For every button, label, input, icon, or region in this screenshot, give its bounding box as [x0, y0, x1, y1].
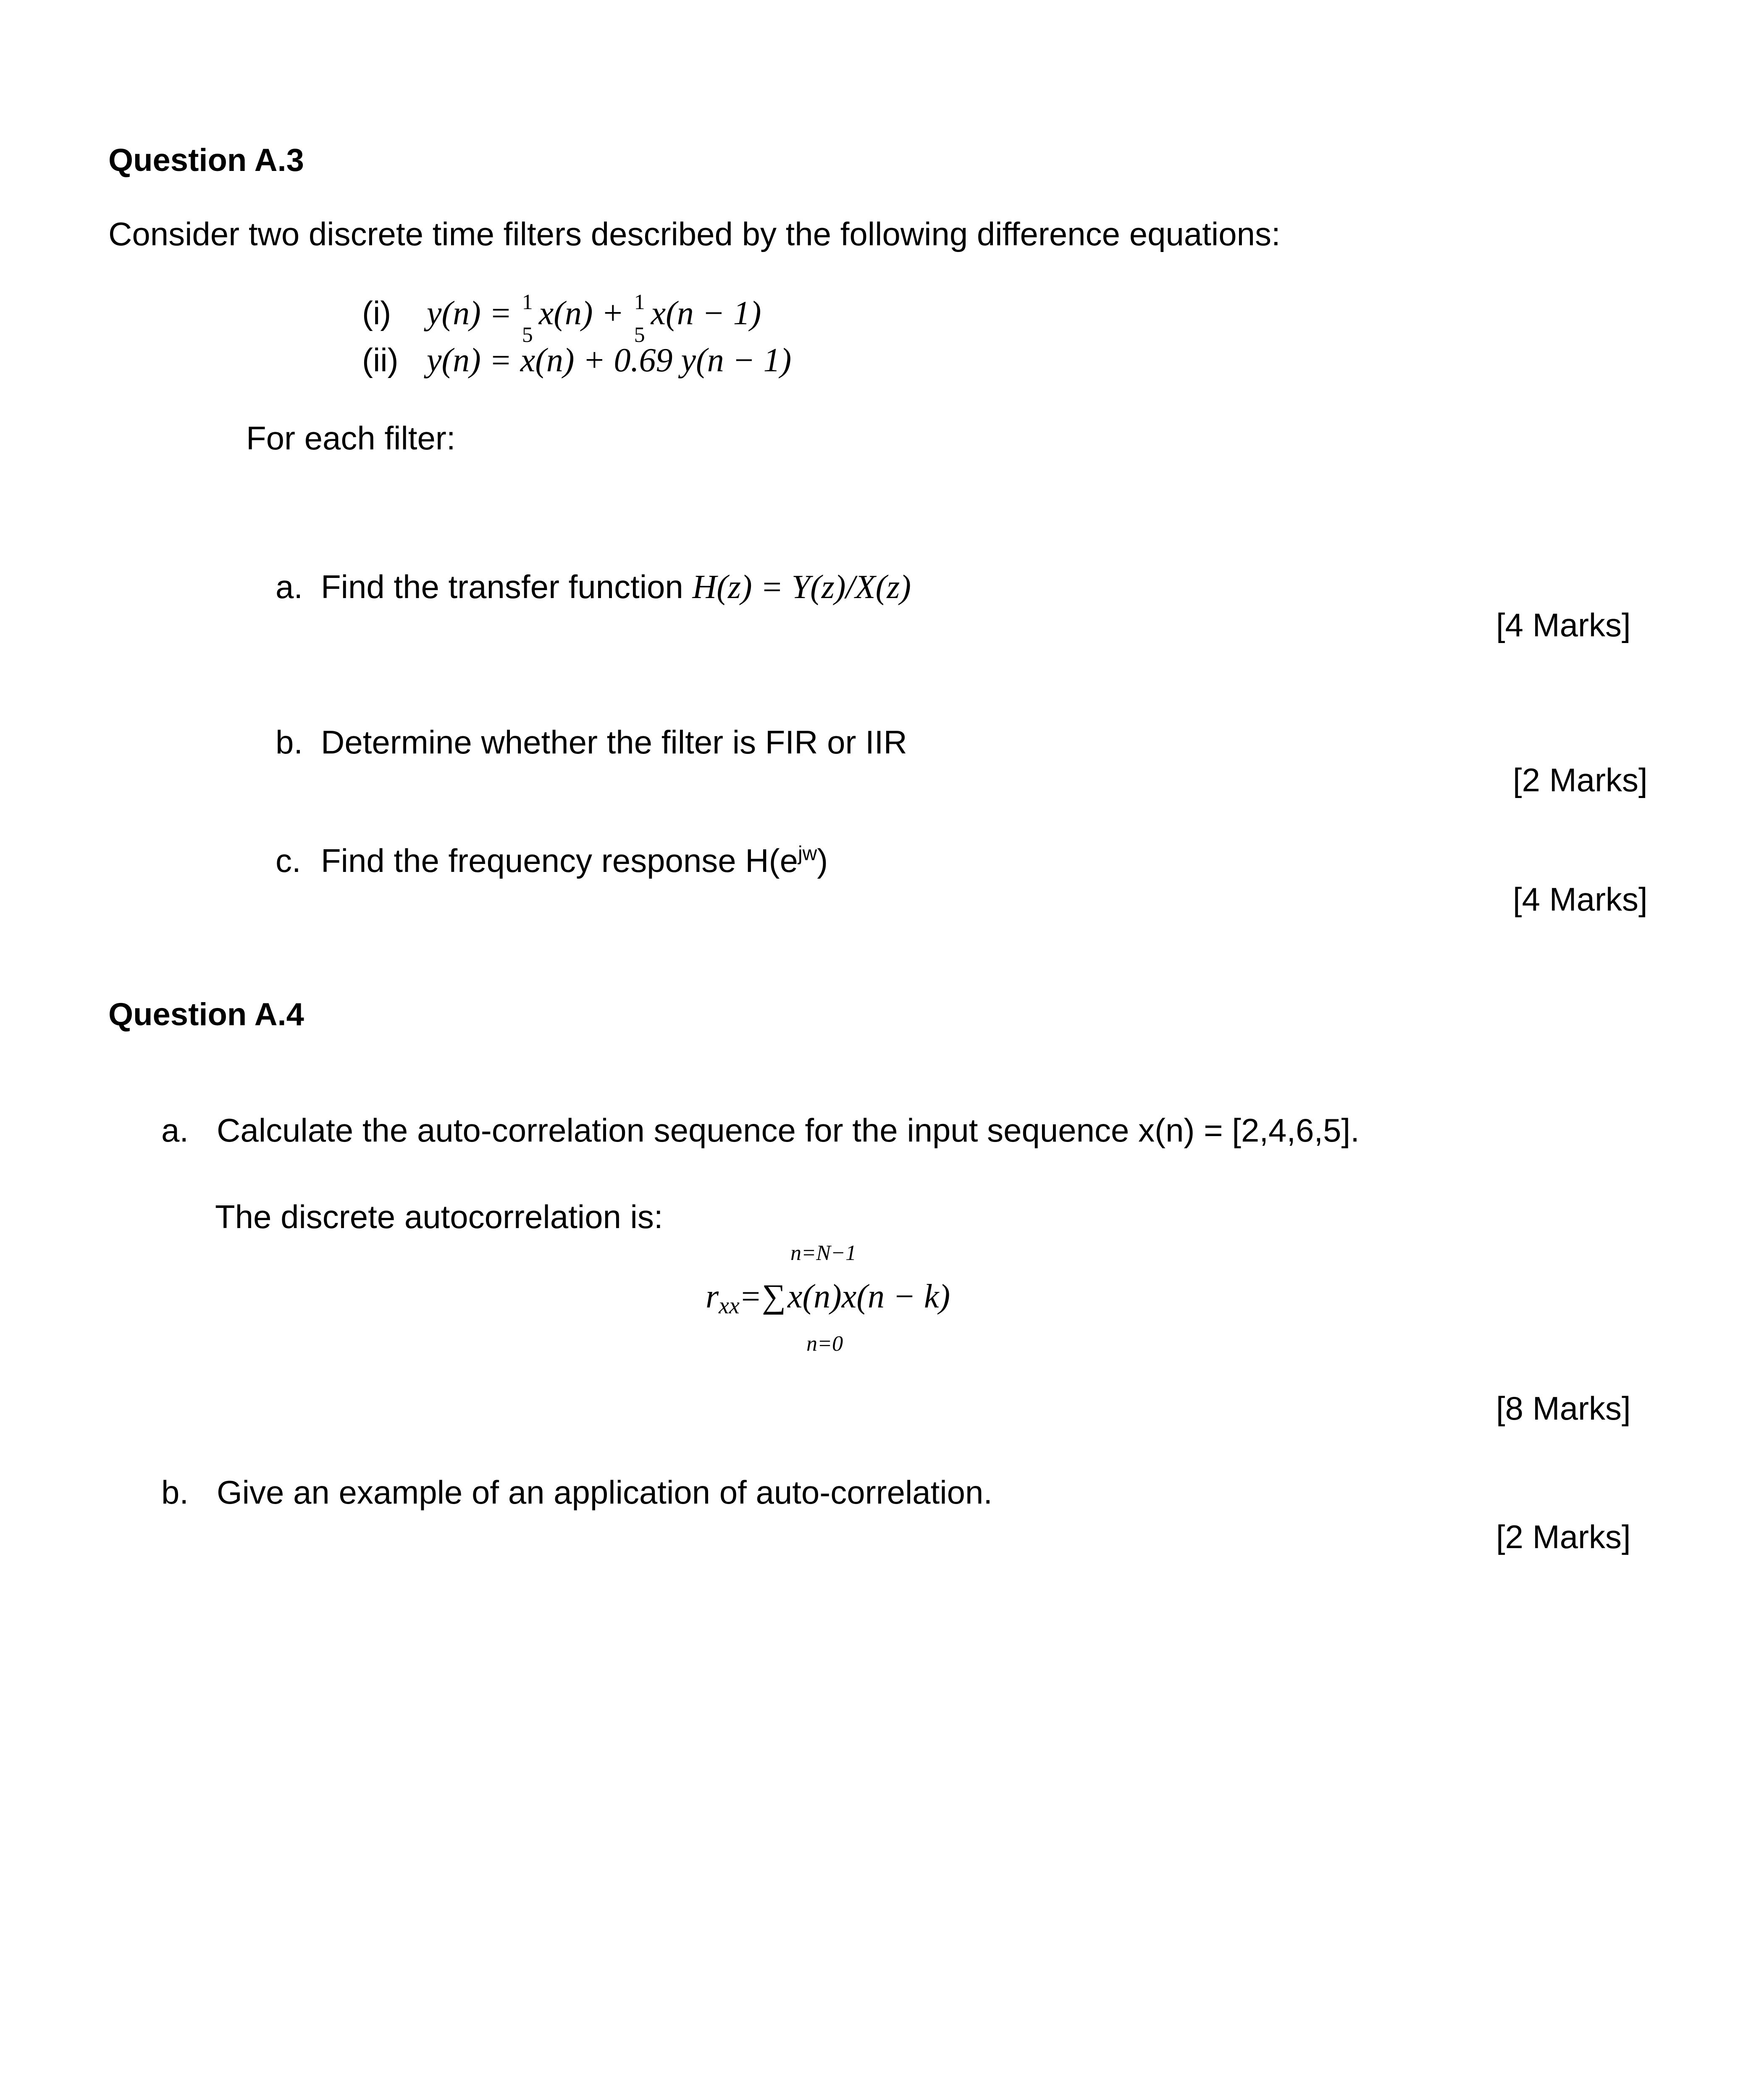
q4-item-b [161, 1473, 992, 1512]
sigma-symbol: ∑ [761, 1278, 786, 1315]
fraction-denominator: 5 [522, 323, 533, 347]
formula-equals: = [741, 1278, 760, 1315]
question-a3-heading: Question A.3 [108, 142, 304, 178]
equation-i-term2: x(n − 1) [651, 295, 761, 332]
equation-i-label: (i) [362, 294, 391, 331]
formula-r-subscript: xx [719, 1293, 740, 1319]
item-letter: a. [161, 1112, 189, 1149]
formula-rhs: x(n)x(n − k) [788, 1278, 950, 1315]
q3-item-c-marks: [4 Marks] [1513, 881, 1648, 918]
autocorrelation-intro: The discrete autocorrelation is: [215, 1198, 663, 1235]
item-superscript: jw [798, 843, 817, 865]
fraction-denominator: 5 [634, 323, 645, 347]
equation-i-term1: x(n) + [538, 295, 633, 332]
question-a4-heading: Question A.4 [108, 997, 304, 1032]
q4-item-b-marks: [2 Marks] [1496, 1518, 1631, 1555]
item-letter: b. [161, 1474, 189, 1511]
equation-i [362, 290, 761, 347]
item-close-paren: ) [817, 842, 828, 879]
q3-item-a [276, 568, 911, 606]
fraction-one-fifth-1 [520, 290, 537, 347]
equation-ii-label: (ii) [362, 341, 399, 378]
equation-i-lhs: y(n) = [427, 295, 520, 332]
fraction-numerator: 1 [634, 290, 645, 315]
q3-item-b-marks: [2 Marks] [1513, 761, 1648, 798]
fraction-numerator: 1 [522, 290, 533, 315]
autocorrelation-formula [706, 1278, 950, 1319]
item-letter: a. [276, 568, 303, 605]
q4-item-a-marks: [8 Marks] [1496, 1390, 1631, 1427]
item-text: Find the frequency response H(e [321, 842, 798, 879]
question-a3-intro: Consider two discrete time filters described by the following difference equations: [108, 215, 1281, 252]
equation-ii [362, 341, 791, 380]
equation-ii-expr: y(n) = x(n) + 0.69 y(n − 1) [427, 342, 792, 379]
q3-item-b [276, 723, 907, 761]
item-letter: c. [276, 842, 301, 879]
formula-r: r [706, 1278, 719, 1315]
item-letter: b. [276, 724, 303, 761]
item-text: Determine whether the filter is FIR or IIR [321, 724, 907, 761]
sum-lower-limit: n=0 [806, 1332, 843, 1356]
sum-upper-limit: n=N−1 [790, 1241, 856, 1265]
item-text: Find the transfer function [321, 568, 693, 605]
q3-item-c [276, 842, 828, 880]
transfer-function-math: H(z) = Y(z)/X(z) [692, 569, 911, 606]
for-each-filter-text: For each filter: [246, 420, 456, 457]
item-text: Calculate the auto-correlation sequence for the input sequence x(n) = [2,4,6,5]. [217, 1112, 1360, 1149]
fraction-one-fifth-2 [633, 290, 649, 347]
q3-item-a-marks: [4 Marks] [1496, 606, 1631, 643]
item-text: Give an example of an application of auto-correlation. [217, 1474, 993, 1511]
q4-item-a [161, 1111, 1360, 1150]
